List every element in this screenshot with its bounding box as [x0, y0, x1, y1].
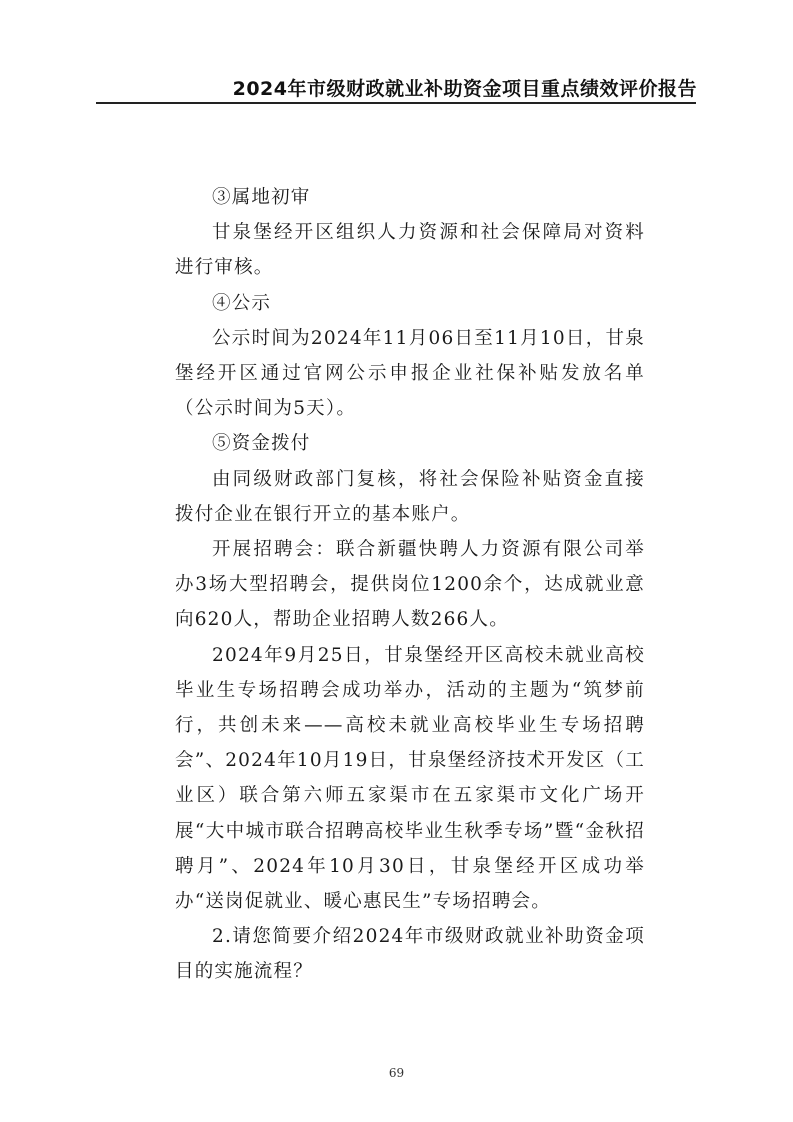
paragraph-question-2: 2.请您简要介绍2024年市级财政就业补助资金项目的实施流程？	[175, 926, 645, 983]
page-number: 69	[388, 1066, 405, 1080]
paragraph-step5-heading: ⑤资金拨付	[212, 433, 311, 455]
header-divider	[96, 102, 696, 104]
paragraph-step4-body: 公示时间为2024年11月06日至11月10日，甘泉堡经开区通过官网公示申报企业社保补贴发放名单（公示时间为5天）。	[175, 327, 645, 420]
paragraph-step3-body: 甘泉堡经开区组织人力资源和社会保障局对资料进行审核。	[175, 222, 645, 279]
document-body	[175, 180, 645, 990]
paragraph-step4-heading: ④公示	[212, 292, 272, 314]
page-header-title: 2024年市级财政就业补助资金项目重点绩效评价报告	[232, 78, 697, 100]
paragraph-step3-heading: ③属地初审	[212, 187, 311, 208]
paragraph-job-fair-events: 2024年9月25日，甘泉堡经开区高校未就业高校毕业生专场招聘会成功举办，活动的主题为“筑梦前行，共创未来——高校未就业高校毕业生专场招聘会”、2024年10月19日，甘泉堡经济技术开发区（工业区）联合第六师五家渠市在五家渠市文化广场开展“大中城市联合招聘高校毕业生秋季专场”暨“金秋招聘月”、2024年10月30日，甘泉堡经开区成功举办“送岗促就业、暖心惠民生”专场招聘会。	[175, 644, 645, 913]
paragraph-job-fairs: 开展招聘会：联合新疆快聘人力资源有限公司举办3场大型招聘会，提供岗位1200余个，达成就业意向620人，帮助企业招聘人数266人。	[175, 539, 645, 631]
paragraph-step5-body: 由同级财政部门复核，将社会保险补贴资金直接拨付企业在银行开立的基本账户。	[175, 468, 645, 525]
